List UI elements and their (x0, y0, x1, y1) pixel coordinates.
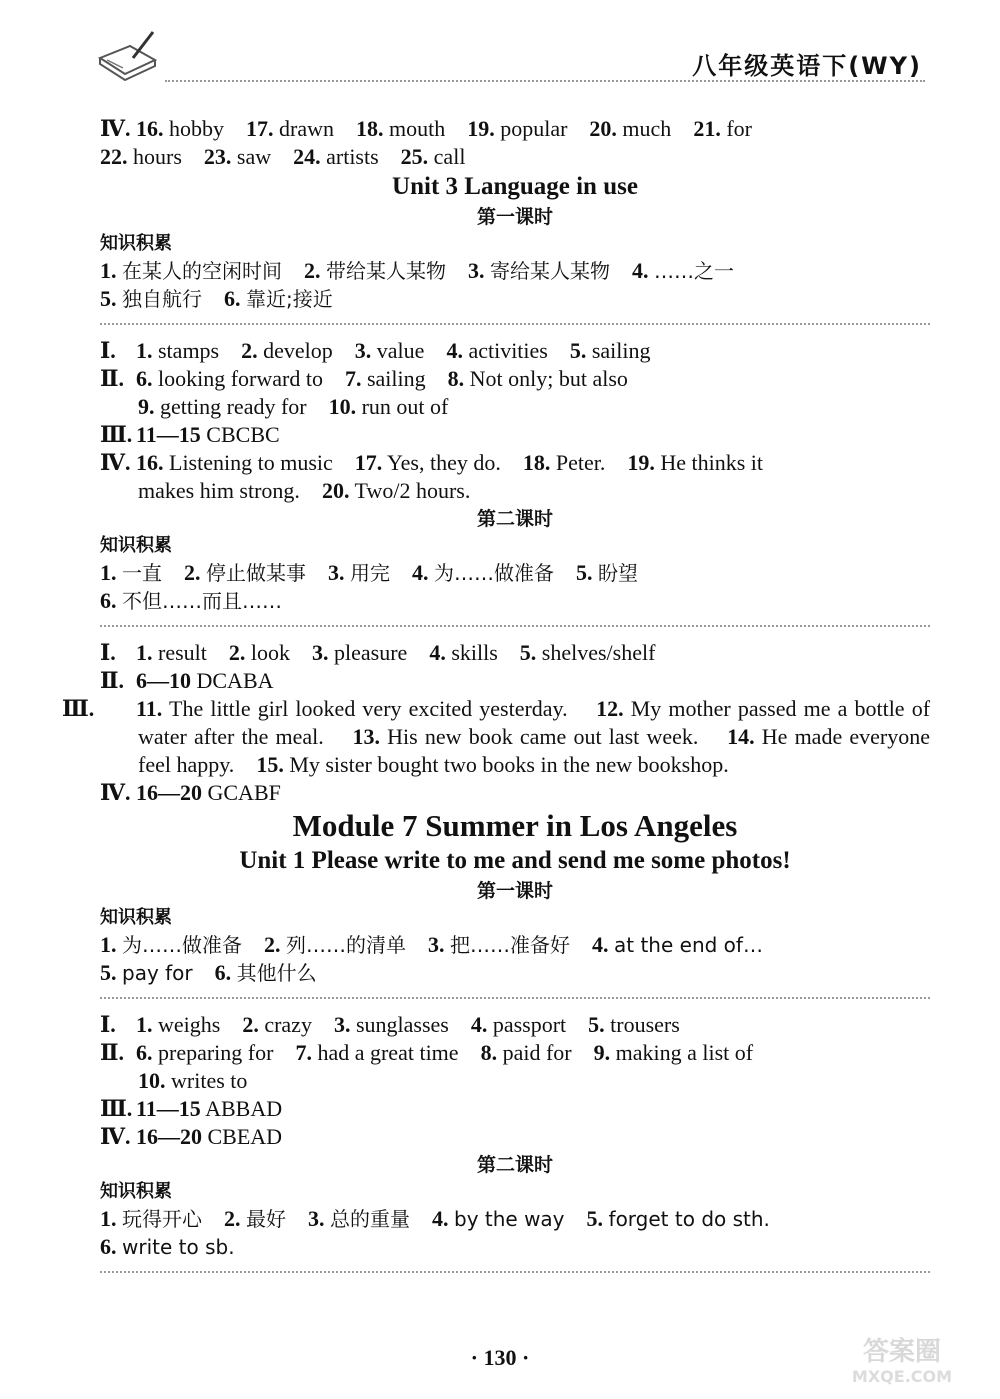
answer-row (100, 1205, 930, 1233)
dotted-divider (100, 997, 930, 999)
header-divider (165, 80, 925, 82)
item-answer: Listening to music (169, 450, 333, 475)
item-answer: CBCBC (206, 422, 280, 447)
item-answer: He made everyone feel happy. (138, 724, 931, 777)
section-number: Ⅲ. (100, 1096, 133, 1121)
item-answer: 用完 (350, 561, 390, 585)
answer-row (100, 143, 930, 171)
item-number: 2. (304, 258, 321, 283)
dotted-divider (100, 1271, 930, 1273)
section-number: Ⅳ. (100, 450, 131, 475)
page-number: · 130 · (470, 1345, 530, 1370)
section-label: 知识积累 (100, 1181, 172, 1202)
dotted-divider (100, 323, 930, 325)
item-answer: by the way (454, 1207, 565, 1231)
item-answer: at the end of… (614, 933, 763, 957)
item-number: 3. (308, 1206, 325, 1231)
item-answer: 列……的清单 (286, 933, 406, 957)
item-number: 9. (593, 1040, 611, 1065)
item-answer: for (726, 116, 752, 141)
item-answer: 为……做准备 (434, 561, 554, 585)
item-answer: hours (133, 144, 182, 169)
item-answer: saw (236, 144, 272, 169)
item-number: 5. (588, 1012, 605, 1037)
unit-title: Unit 1 Please write to me and send me some photos! (239, 847, 791, 874)
item-answer: pay for (122, 961, 193, 985)
item-answer: 最好 (246, 1207, 286, 1231)
section-number: Ⅰ. (100, 640, 116, 665)
item-number: 5. (100, 286, 117, 311)
answer-row (100, 285, 930, 313)
section-number: Ⅱ. (100, 366, 125, 391)
item-answer: sailing (591, 338, 651, 363)
item-number: 19. (467, 116, 495, 141)
item-number: 4. (429, 640, 446, 665)
item-number: 15. (256, 752, 284, 777)
item-number: 18. (355, 116, 384, 141)
book-title: 八年级英语下(WY) (692, 52, 922, 80)
item-number: 5. (519, 640, 537, 665)
section-number: Ⅱ. (100, 668, 125, 693)
item-answer: shelves/shelf (541, 640, 656, 665)
item-number: 8. (447, 366, 465, 391)
item-answer: sunglasses (355, 1012, 449, 1037)
item-number: 23. (203, 144, 232, 169)
item-answer: much (622, 116, 672, 141)
item-number: 6—10 (136, 668, 191, 693)
answer-row (100, 779, 930, 807)
item-answer: 其他什么 (236, 961, 317, 985)
item-answer: making a list of (615, 1040, 754, 1065)
answer-row (100, 449, 930, 477)
item-answer: skills (451, 640, 498, 665)
item-answer: DCABA (196, 668, 274, 693)
item-answer: 为……做准备 (122, 933, 242, 957)
answer-row (100, 421, 930, 449)
item-answer: 把……准备好 (450, 933, 570, 957)
item-answer: activities (468, 338, 548, 363)
item-number: 25. (400, 144, 429, 169)
item-answer: pleasure (334, 640, 408, 665)
section-label: 知识积累 (100, 535, 172, 556)
item-number: 4. (592, 932, 609, 957)
item-answer: call (433, 144, 466, 169)
item-answer: The little girl looked very excited yesterday. (169, 696, 568, 721)
item-number: 2. (184, 560, 201, 585)
item-number: 16. (136, 450, 164, 475)
item-number: 5. (586, 1206, 604, 1231)
answer-row (100, 393, 930, 421)
item-number: 4. (432, 1206, 449, 1231)
notebook-pen-icon (95, 28, 165, 83)
item-answer: sailing (366, 366, 426, 391)
item-number: 2. (228, 640, 246, 665)
lesson-title: 第一课时 (476, 880, 553, 902)
item-number: 4. (632, 258, 649, 283)
section-number: Ⅱ. (100, 1040, 125, 1065)
section-number: Ⅲ. (62, 696, 95, 721)
answer-row (100, 115, 930, 143)
item-number: 17. (246, 116, 274, 141)
item-number: 6. (136, 1040, 153, 1065)
watermark-url: MXQE.COM (851, 1367, 953, 1386)
item-answer: value (376, 338, 425, 363)
answer-row (100, 587, 930, 615)
item-number: 6. (100, 1234, 117, 1259)
item-answer: look (250, 640, 291, 665)
item-answer: Yes, they do. (386, 450, 501, 475)
answer-row (100, 477, 930, 505)
item-number: 11—15 (136, 1096, 201, 1121)
item-number: 1. (100, 560, 117, 585)
item-answer: 独自航行 (122, 287, 202, 311)
item-answer: weighs (158, 1012, 221, 1037)
section-number: Ⅳ. (100, 780, 131, 805)
item-number: 1. (100, 932, 117, 957)
answer-row (100, 667, 930, 695)
item-answer: mouth (388, 116, 446, 141)
page-header (0, 0, 1000, 100)
item-number: 5. (100, 960, 117, 985)
item-answer: looking forward to (158, 366, 323, 391)
section-label: 知识积累 (100, 233, 172, 254)
answer-row (100, 959, 930, 987)
section-number: Ⅲ. (100, 422, 133, 447)
item-number: 16—20 (136, 1124, 202, 1149)
answer-row (100, 1039, 930, 1067)
item-answer: preparing for (158, 1040, 274, 1065)
answer-row (100, 337, 930, 365)
item-number: 17. (354, 450, 383, 475)
item-number: 1. (136, 1012, 153, 1037)
lesson-title: 第二课时 (476, 1154, 553, 1176)
answer-row (100, 1123, 930, 1151)
item-number: 20. (321, 478, 350, 503)
item-number: 1. (136, 338, 153, 363)
item-number: 19. (627, 450, 655, 475)
item-number: 1. (100, 258, 117, 283)
item-answer: His new book came out last week. (387, 724, 699, 749)
item-number: 20. (589, 116, 617, 141)
item-number: 3. (468, 258, 485, 283)
item-number: 11. (136, 696, 163, 721)
item-answer: 带给某人某物 (326, 259, 446, 283)
item-number: 3. (354, 338, 372, 363)
item-answer: 寄给某人某物 (490, 259, 610, 283)
item-number: 2. (241, 338, 258, 363)
item-number: 22. (100, 144, 128, 169)
section-label: 知识积累 (100, 907, 172, 928)
answer-row (100, 1095, 930, 1123)
item-number: 24. (293, 144, 321, 169)
item-answer: 玩得开心 (122, 1207, 202, 1231)
item-number: 10. (328, 394, 357, 419)
answer-row (100, 1067, 930, 1095)
item-number: 14. (727, 724, 755, 749)
item-number: 12. (596, 696, 624, 721)
answer-row (100, 639, 930, 667)
section-number: Ⅰ. (100, 1012, 116, 1037)
item-answer: 盼望 (598, 561, 638, 585)
item-answer: drawn (279, 116, 334, 141)
item-number: 6. (100, 588, 117, 613)
answer-row (100, 1011, 930, 1039)
item-answer: 靠近;接近 (246, 287, 333, 311)
answer-row (100, 1233, 930, 1261)
item-number: 7. (295, 1040, 312, 1065)
item-number: 7. (344, 366, 362, 391)
item-answer: CBEAD (207, 1124, 283, 1149)
item-number: 10. (138, 1068, 166, 1093)
item-number: 18. (522, 450, 551, 475)
item-number: 1. (100, 1206, 117, 1231)
dotted-divider (100, 625, 930, 627)
item-number: 2. (264, 932, 281, 957)
item-number: 3. (333, 1012, 351, 1037)
answer-content (62, 115, 931, 1285)
item-answer: crazy (264, 1012, 312, 1037)
item-answer: 在某人的空闲时间 (122, 259, 282, 283)
item-number: 4. (412, 560, 429, 585)
item-answer: write to sb. (122, 1235, 235, 1259)
item-answer: He thinks it (660, 450, 764, 475)
item-number: 11—15 (136, 422, 201, 447)
item-number: 4. (446, 338, 463, 363)
watermark-text: 答案圈 (862, 1337, 942, 1367)
item-answer: result (158, 640, 207, 665)
lesson-title: 第一课时 (476, 206, 553, 228)
item-answer: 停止做某事 (206, 561, 306, 585)
item-answer: trousers (610, 1012, 680, 1037)
item-number: 1. (136, 640, 153, 665)
item-number: 8. (480, 1040, 498, 1065)
answer-row (100, 931, 930, 959)
item-answer: Not only; but also (469, 366, 628, 391)
item-answer: forget to do sth. (608, 1207, 770, 1231)
item-number: 13. (352, 724, 380, 749)
section-number: Ⅳ. (100, 1124, 131, 1149)
module-title: Module 7 Summer in Los Angeles (292, 808, 738, 843)
item-answer: run out of (361, 394, 449, 419)
item-number: 3. (428, 932, 445, 957)
item-answer: 总的重量 (330, 1207, 410, 1231)
item-answer: paid for (502, 1040, 572, 1065)
item-answer: makes him strong. (138, 478, 300, 503)
item-number: 2. (224, 1206, 241, 1231)
item-answer: Peter. (555, 450, 606, 475)
answer-row (100, 365, 930, 393)
item-answer: ……之一 (654, 259, 734, 283)
item-answer: 一直 (122, 561, 162, 585)
item-number: 6. (214, 960, 232, 985)
item-answer: GCABF (207, 780, 281, 805)
answer-paragraph (62, 695, 931, 779)
item-answer: writes to (171, 1068, 248, 1093)
item-answer: stamps (158, 338, 220, 363)
lesson-title: 第二课时 (476, 508, 553, 530)
item-answer: getting ready for (160, 394, 307, 419)
item-answer: 不但……而且…… (122, 589, 282, 613)
item-number: 5. (576, 560, 593, 585)
item-number: 3. (328, 560, 345, 585)
item-number: 16. (136, 116, 164, 141)
item-number: 16—20 (136, 780, 202, 805)
answer-row (100, 257, 930, 285)
item-number: 3. (312, 640, 329, 665)
item-answer: ABBAD (205, 1096, 283, 1121)
watermark-logo (822, 1330, 982, 1390)
item-answer: hobby (169, 116, 224, 141)
item-number: 9. (138, 394, 155, 419)
item-number: 6. (136, 366, 153, 391)
item-answer: artists (326, 144, 379, 169)
item-answer: develop (263, 338, 333, 363)
item-answer: Two/2 hours. (354, 478, 471, 503)
item-number: 2. (242, 1012, 259, 1037)
section-number: Ⅰ. (100, 338, 116, 363)
section-number: Ⅳ. (100, 116, 131, 141)
item-number: 5. (569, 338, 587, 363)
item-answer: My mother passed me a bottle of water after the meal. (138, 696, 931, 749)
item-number: 21. (693, 116, 721, 141)
item-answer: passport (492, 1012, 567, 1037)
item-number: 4. (470, 1012, 488, 1037)
item-answer: had a great time (317, 1040, 459, 1065)
item-answer: My sister bought two books in the new bookshop. (289, 752, 729, 777)
answer-row (100, 559, 930, 587)
item-number: 6. (224, 286, 241, 311)
item-answer: popular (500, 116, 568, 141)
unit-title: Unit 3 Language in use (392, 173, 638, 200)
